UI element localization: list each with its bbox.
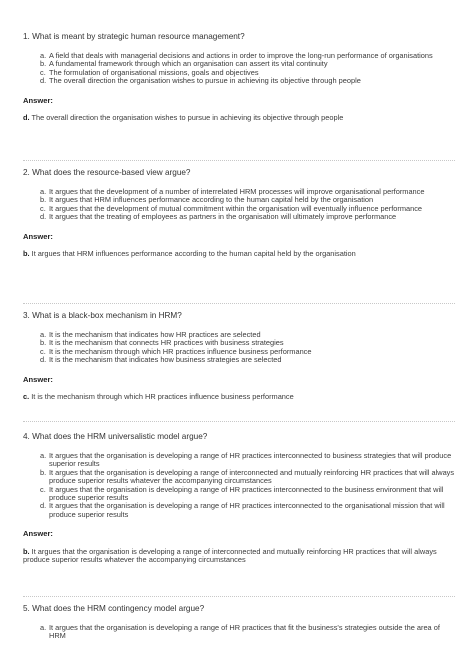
option-c: c. It argues that the organisation is developing a range of HR practices interconnected to the business environment that will produce superior results — [40, 484, 444, 503]
option-b: b. A fundamental framework through which an organisation can assert its vital continuity — [40, 59, 328, 69]
answer-text: b. It argues that HRM influences performance according to the human capital held by the organisation — [23, 249, 356, 259]
option-b: b. It argues that HRM influences performance according to the human capital held by the organisation — [40, 195, 374, 205]
question-title: 3. What is a black-box mechanism in HRM? — [23, 311, 182, 320]
question-title: 1. What is meant by strategic human resource management? — [23, 32, 245, 41]
option-a: a. It argues that the development of a number of interrelated HRM processes will improve organisational performance — [40, 187, 425, 196]
option-a: a. It argues that the organisation is developing a range of HR practices interconnected to business strategies that will produce superior results — [40, 451, 452, 469]
answer-text: c. It is the mechanism through which HR practices influence business performance — [23, 392, 294, 402]
options-list — [23, 188, 455, 222]
divider — [23, 160, 455, 161]
answer-label: Answer: — [23, 529, 53, 539]
answer-text: d. The overall direction the organisation wishes to pursue in achieving its objective through people — [23, 113, 344, 123]
answer-label: Answer: — [23, 231, 53, 241]
question-5 — [23, 604, 455, 641]
question-title: 4. What does the HRM universalistic model argue? — [23, 432, 208, 441]
option-d: d. It is the mechanism that indicates how business strategies are selected — [40, 355, 282, 365]
option-b: b. It is the mechanism that connects HR practices with business strategies — [40, 338, 284, 348]
divider — [23, 596, 455, 597]
option-d: d. The overall direction the organisation wishes to pursue in achieving its objective through people — [40, 76, 361, 86]
options-list — [23, 624, 455, 641]
question-2 — [23, 168, 455, 258]
answer-text: b. It argues that the organisation is developing a range of interconnected and mutually reinforcing HR practices that will always produce superior results whatever the accompanying circumstances — [23, 546, 437, 565]
options-list — [23, 52, 455, 86]
option-b: b. It argues that the organisation is developing a range of interconnected and mutually reinforcing HR practices that will always produce superior results whatever the accompanying circumstances — [40, 467, 455, 486]
option-c: c. It is the mechanism through which HR practices influence business performance — [40, 346, 312, 356]
question-1 — [23, 32, 455, 122]
option-c: c. The formulation of organisational missions, goals and objectives — [40, 67, 259, 77]
answer-label: Answer: — [23, 95, 53, 105]
option-c: c. It argues that the development of mutual commitment within the organisation will eventually influence performance — [40, 203, 423, 213]
option-d: d. It argues that the treating of employees as partners in the organisation will ultimately improve performance — [40, 212, 397, 222]
options-list — [23, 452, 455, 519]
question-title: 2. What does the resource-based view argue? — [23, 168, 191, 177]
options-list — [23, 331, 455, 365]
divider — [23, 303, 455, 304]
option-d: d. It argues that the organisation is developing a range of HR practices interconnected to the organisational mission that will produce superior results — [40, 501, 445, 519]
option-a: a. A field that deals with managerial decisions and actions in order to improve the long-run performance of organisations — [40, 51, 433, 60]
question-3 — [23, 311, 455, 401]
option-a: a. It argues that the organisation is developing a range of HR practices that fit the business's strategies outside the area of HRM — [40, 623, 440, 641]
question-4 — [23, 432, 455, 564]
divider — [23, 421, 455, 422]
option-a: a. It is the mechanism that indicates how HR practices are selected — [40, 330, 261, 339]
answer-label: Answer: — [23, 374, 53, 384]
question-title: 5. What does the HRM contingency model argue? — [23, 604, 205, 613]
